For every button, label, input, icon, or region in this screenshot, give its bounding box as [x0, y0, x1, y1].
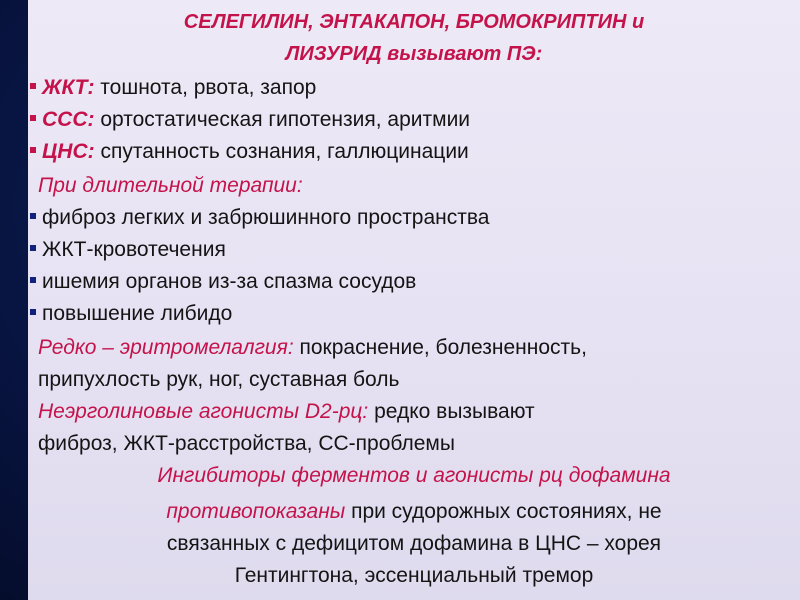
rare-effect-line-2: припухлость рук, ног, суставная боль: [38, 368, 400, 391]
nonergoline-line-2: фиброз, ЖКТ-расстройства, СС-проблемы: [38, 432, 455, 455]
nonergoline-text: редко вызывают: [368, 400, 535, 423]
bullet-icon: [30, 83, 36, 89]
bullet-icon: [30, 277, 36, 283]
contraindication-line-4: Гентингтона, эссенциальный тремор: [234, 564, 594, 587]
nonergoline-line-1: [38, 397, 535, 427]
bullet-icon: [30, 115, 36, 121]
long-term-item-text: повышение либидо: [42, 302, 233, 325]
effect-item-cvs: [30, 105, 470, 135]
effect-text: спутанность сознания, галлюцинации: [94, 140, 469, 163]
effect-label: ССС:: [42, 108, 95, 131]
slide-title-line-1: СЕЛЕГИЛИН, ЭНТАКАПОН, БРОМОКРИПТИН и: [183, 11, 645, 33]
effect-text: ортостатическая гипотензия, аритмии: [94, 108, 471, 131]
effect-item-gi: [30, 73, 316, 103]
long-term-heading: При длительной терапии:: [38, 174, 303, 197]
rare-effect-label: Редко – эритромелалгия:: [38, 336, 294, 359]
effect-label: ЖКТ:: [42, 76, 95, 99]
contraindication-keyword: противопоказаны: [166, 500, 346, 523]
effect-label: ЦНС:: [42, 140, 95, 163]
bullet-icon: [30, 213, 36, 219]
long-term-item-text: ЖКТ-кровотечения: [42, 238, 226, 261]
long-term-item: [30, 299, 232, 329]
rare-effect-line-1: [38, 333, 587, 363]
long-term-item: [30, 235, 226, 265]
contraindication-line-1: Ингибиторы ферментов и агонисты рц дофамина: [157, 464, 671, 487]
bullet-icon: [30, 147, 36, 153]
contraindication-line-3: связанных с дефицитом дофамина в ЦНС – хорея: [166, 532, 662, 555]
long-term-item: [30, 203, 489, 233]
slide-panel: [28, 0, 800, 600]
nonergoline-label: Неэрголиновые агонисты D2-рц:: [38, 400, 369, 423]
long-term-item-text: фиброз легких и забрюшинного пространства: [42, 206, 490, 229]
bullet-icon: [30, 309, 36, 315]
effect-item-cns: [30, 137, 469, 167]
contraindication-text: при судорожных состояниях, не: [345, 500, 662, 523]
rare-effect-text: покраснение, болезненность,: [293, 336, 587, 359]
slide-title-line-2: ЛИЗУРИД вызывают ПЭ:: [285, 43, 543, 65]
effect-text: тошнота, рвота, запор: [94, 76, 317, 99]
bullet-icon: [30, 245, 36, 251]
long-term-item: [30, 267, 416, 297]
contraindication-line-2: [28, 497, 800, 527]
long-term-item-text: ишемия органов из-за спазма сосудов: [42, 270, 417, 293]
